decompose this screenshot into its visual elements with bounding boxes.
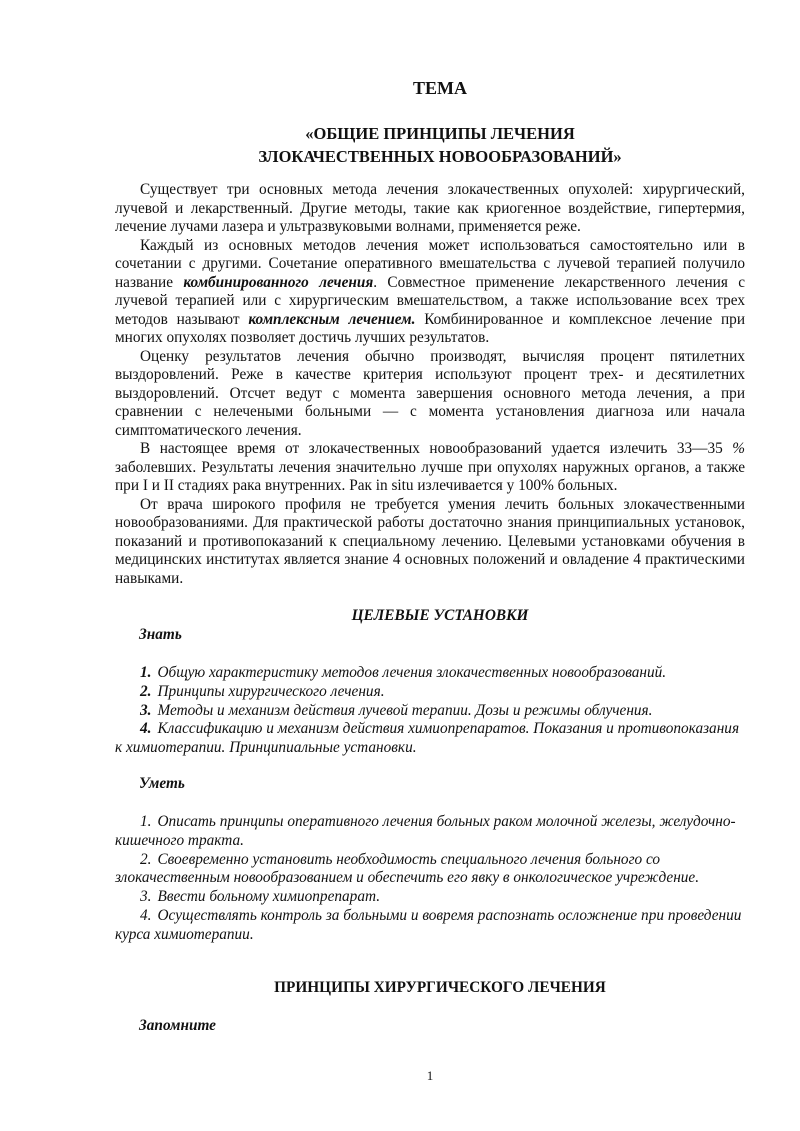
can-label: Уметь	[139, 775, 185, 792]
page-number: 1	[426, 1068, 434, 1083]
can-item	[115, 888, 745, 907]
item-text: Осуществлять контроль за больными и вовремя распознать осложнение при проведении курса химиотерапии.	[115, 906, 742, 943]
item-number: 2.	[140, 682, 152, 700]
remember-label: Запомните	[139, 1017, 216, 1034]
surgery-heading: ПРИНЦИПЫ ХИРУРГИЧЕСКОГО ЛЕЧЕНИЯ	[274, 979, 606, 996]
item-number: 1.	[140, 813, 152, 830]
know-list	[115, 664, 745, 758]
percent-sign: %	[732, 440, 745, 457]
item-number: 4.	[140, 906, 152, 924]
term-combined-treatment: комбинированного лечения	[183, 273, 374, 291]
know-item	[115, 683, 745, 702]
term-complex-treatment: комплексным лечением.	[248, 310, 416, 328]
title-line-2: ЗЛОКАЧЕСТВЕННЫХ НОВООБРАЗОВАНИЙ»	[258, 147, 622, 166]
paragraph-2-part: Комбинированное и комплексное лечение при многих опухолях позволяет достичь лучших результатов.	[115, 310, 746, 346]
can-list	[115, 813, 745, 945]
know-item	[115, 720, 745, 758]
paragraph-1: Существует три основных метода лечения злокачественных опухолей: хирургический, лучевой и лекарственный. Другие методы, такие как криогенное воздействие, гипертермия, лечение лучами лазера и ультразвуковыми волнами, применяется реже.	[115, 181, 745, 235]
paragraph-5: От врача широкого профиля не требуется умения лечить больных злокачественными новообразованиями. Для практической работы достаточно знания принципиальных установок, показаний и противопоказаний к специальному лечению. Целевыми установками обучения в медицинских институтах является знание 4 основных положений и овладение 4 практическими навыками.	[115, 495, 745, 587]
paragraph-4-part: В настоящее время от злокачественных новообразований удается излечить 33—35	[140, 440, 733, 457]
item-text: Описать принципы оперативного лечения больных раком молочной железы, желудочно-кишечного тракта.	[115, 813, 736, 849]
paragraph-4-part: заболевших. Результаты лечения значительно лучше при опухолях наружных органов, а также при I и II стадиях рака внутренних. Рак in situ излечивается у 100% больных.	[115, 458, 745, 494]
know-label: Знать	[139, 626, 182, 643]
paragraph-2-part: Каждый из основных методов лечения может использоваться самостоятельно или в сочетании с другими. Сочетание оперативного вмешательства с лучевой терапией получило название	[115, 236, 745, 291]
title-line-1: «ОБЩИЕ ПРИНЦИПЫ ЛЕЧЕНИЯ	[305, 124, 575, 143]
item-text: Классификацию и механизм действия химиопрепаратов. Показания и противопоказания к химиотерапии. Принципиальные установки.	[115, 720, 740, 757]
can-item	[115, 851, 745, 889]
item-number: 4.	[140, 720, 152, 738]
goals-heading: ЦЕЛЕВЫЕ УСТАНОВКИ	[351, 607, 529, 624]
item-text: Принципы хирургического лечения.	[157, 682, 385, 700]
paragraph-2	[115, 237, 745, 348]
paragraph-2-part: . Совместное применение лекарственного лечения с лучевой терапией или с хирургическим вмешательством, а также использование всех трех методов называют	[115, 273, 746, 328]
paragraph-4	[115, 440, 745, 496]
know-item	[115, 664, 745, 683]
paragraph-3: Оценку результатов лечения обычно производят, вычисляя процент пятилетних выздоровлений. Реже в качестве критерия используют процент трех- и десятилетних выздоровлений. Отсчет ведут с момента завершения основного метода лечения, а при сравнении с нелечеными больными — с момента установления диагноза или начала симптоматического лечения.	[115, 347, 745, 439]
item-text: Своевременно установить необходимость специального лечения больного со злокачественным новообразованием и обеспечить его явку в онкологическое учреждение.	[115, 850, 700, 887]
can-item	[115, 813, 745, 851]
item-text: Методы и механизм действия лучевой терапии. Дозы и режимы облучения.	[157, 701, 653, 719]
intro-text	[115, 181, 745, 588]
item-number: 1.	[140, 664, 152, 681]
topic-label: ТЕМА	[413, 78, 467, 98]
item-number: 2.	[140, 850, 152, 868]
item-text: Ввести больному химиопрепарат.	[157, 888, 381, 906]
document-title	[0, 122, 800, 168]
item-text: Общую характеристику методов лечения злокачественных новообразований.	[157, 664, 667, 681]
item-number: 3.	[140, 888, 152, 906]
know-item	[115, 702, 745, 721]
item-number: 3.	[140, 701, 152, 719]
can-item	[115, 907, 745, 945]
